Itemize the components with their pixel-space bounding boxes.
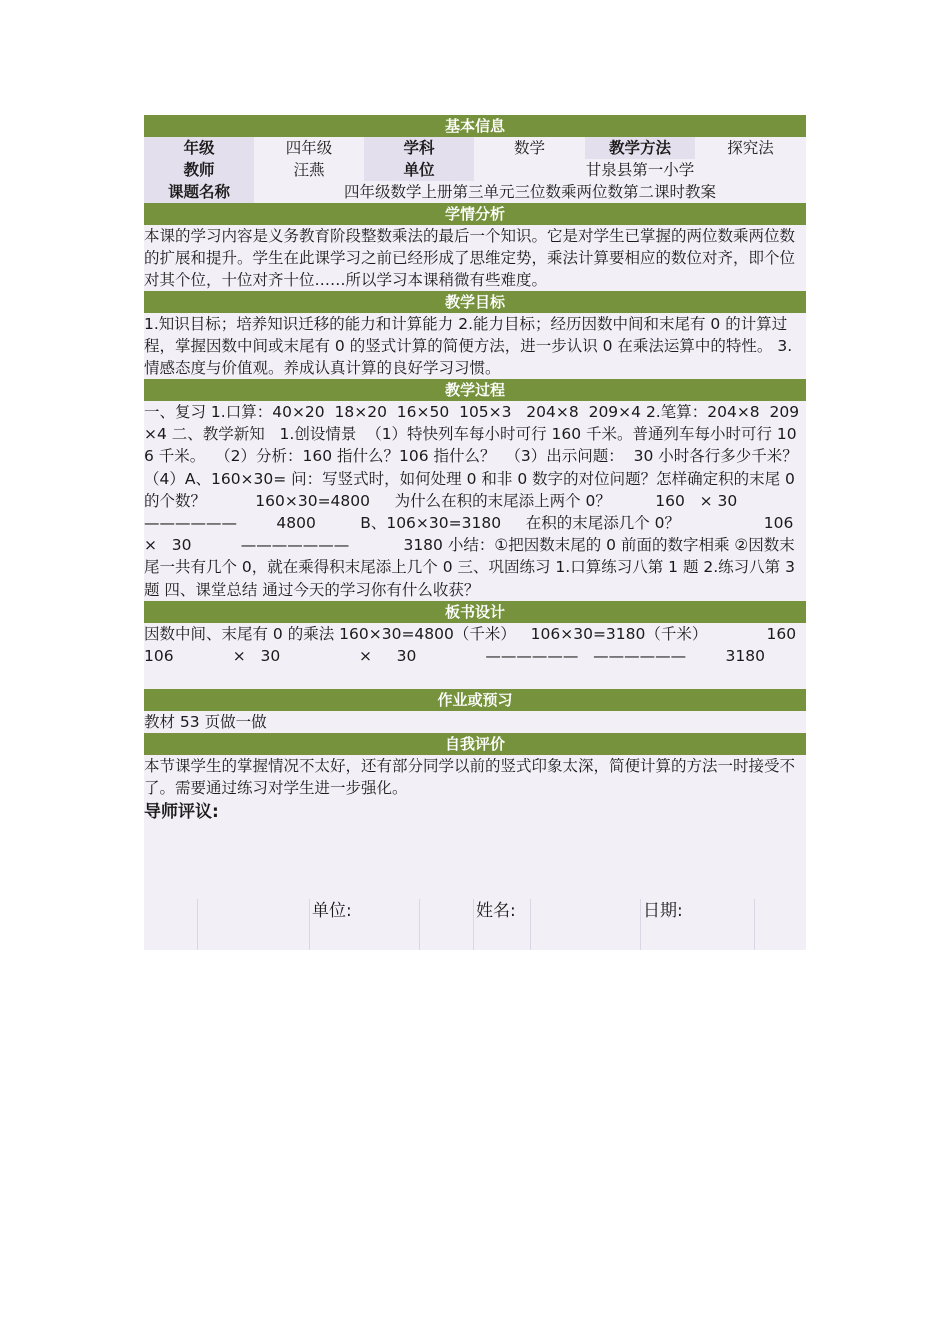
- method-value: 探究法: [695, 137, 806, 159]
- unit-value: 甘泉县第一小学: [474, 159, 806, 181]
- objectives-text: 1.知识目标；培养知识迁移的能力和计算能力 2.能力目标；经历因数中间和末尾有 0 的计算过程，掌握因数中间或末尾有 0 的竖式计算的简便方法，进一步认识 0 在乘法运算中的特性。 3.情感态度与价值观。养成认真计算的良好学习习惯。: [144, 313, 806, 379]
- topic-value: 四年级数学上册第三单元三位数乘两位数第二课时教案: [254, 181, 806, 203]
- signature-row: [144, 899, 806, 950]
- date-sign-label: 日期:: [641, 899, 755, 950]
- signature-blank-3: [420, 899, 474, 950]
- board-text: 因数中间、末尾有 0 的乘法 160×30=4800（千米） 106×30=3180（千米） 160 106 × 30 × 30 —————— —————— 3180: [144, 623, 806, 689]
- teacher-label: 教师: [144, 159, 254, 181]
- grade-label: 年级: [144, 137, 254, 159]
- section-header-board: 板书设计: [144, 601, 806, 623]
- signature-blank-2: [198, 899, 310, 950]
- section-header-analysis: 学情分析: [144, 203, 806, 225]
- unit-sign-label: 单位:: [310, 899, 420, 950]
- unit-label: 单位: [364, 159, 474, 181]
- teacher-value: 汪燕: [254, 159, 364, 181]
- subject-value: 数学: [474, 137, 585, 159]
- process-text: 一、复习 1.口算：40×20 18×20 16×50 105×3 204×8 209×4 2.笔算：204×8 209×4 二、教学新知 1.创设情景 （1）特快列车每小时可行 160 千米。普通列车每小时可行 106 千米。 （2）分析：160 指什么？106 指什么？ （3）出示问题： 30 小时各行多少千米？ （4）A、160×30= 问：写竖式时，如何处理 0 和非 0 数字的对位问题？怎样确定积的末尾 0 的个数？ 160×30=4800 为什么在积的末尾添上两个 0？ 160 × 30 —————— 4800 B、106×30=3180 在积的末尾添几个 0？ 106 × 30 ——————— 3180 小结：①把因数末尾的 0 前面的数字相乘 ②因数末尾一共有几个 0，就在乘得积末尾添上几个 0 三、巩固练习 1.口算练习八第 1 题 2.练习八第 3 题 四、课堂总结 通过今天的学习你有什么收获？: [144, 401, 806, 601]
- section-header-process: 教学过程: [144, 379, 806, 401]
- section-header-basic-info: 基本信息: [144, 115, 806, 137]
- homework-text: 教材 53 页做一做: [144, 711, 806, 733]
- analysis-text: 本课的学习内容是义务教育阶段整数乘法的最后一个知识。它是对学生已掌握的两位数乘两位数的扩展和提升。学生在此课学习之前已经形成了思维定势，乘法计算要相应的数位对齐，即个位对其个位，十位对齐十位……所以学习本课稍微有些难度。: [144, 225, 806, 291]
- lesson-plan-table: [144, 115, 885, 950]
- section-header-objectives: 教学目标: [144, 291, 806, 313]
- method-label: 教学方法: [585, 137, 695, 159]
- info-row-3: [144, 181, 806, 203]
- subject-label: 学科: [364, 137, 474, 159]
- topic-label: 课题名称: [144, 181, 254, 203]
- info-row-1: [144, 137, 806, 159]
- signature-blank-4: [531, 899, 641, 950]
- signature-blank-1: [144, 899, 198, 950]
- grade-value: 四年级: [254, 137, 364, 159]
- advisor-comment-label: 导师评议:: [144, 802, 219, 822]
- info-row-2: [144, 159, 806, 181]
- advisor-comment-area: [144, 799, 806, 899]
- signature-blank-5: [755, 899, 806, 950]
- section-header-self-eval: 自我评价: [144, 733, 806, 755]
- self-eval-text: 本节课学生的掌握情况不太好，还有部分同学以前的竖式印象太深，简便计算的方法一时接受不了。需要通过练习对学生进一步强化。: [144, 755, 806, 799]
- name-sign-label: 姓名:: [474, 899, 531, 950]
- section-header-homework: 作业或预习: [144, 689, 806, 711]
